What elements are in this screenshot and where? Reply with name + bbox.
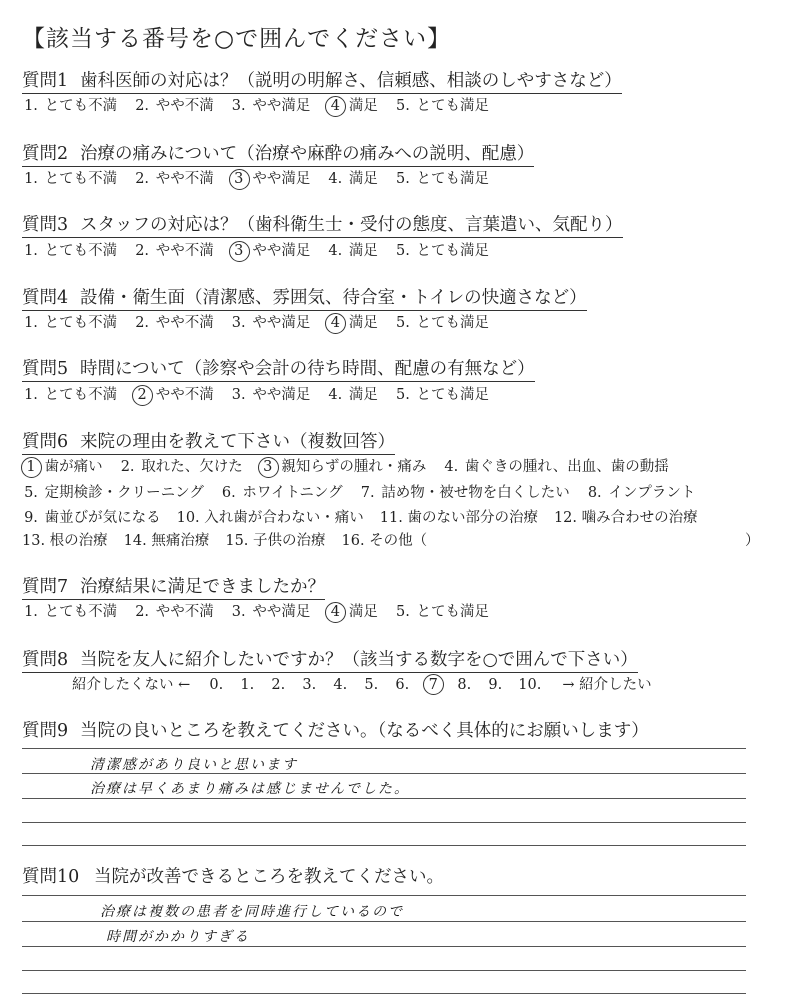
option-label: やや満足: [247, 98, 311, 114]
option-number: 1.: [24, 243, 38, 259]
answer-option: [22, 457, 103, 477]
scale-value: 5.: [364, 677, 379, 693]
option-label: ホワイトニング: [237, 485, 343, 501]
option-label: やや満足: [247, 387, 311, 403]
option-label: 満足: [344, 315, 378, 331]
option-label: 取れた、欠けた: [136, 459, 243, 475]
option-label: 満足: [344, 171, 378, 187]
answer-option: [342, 531, 428, 551]
option-label: とても満足: [411, 98, 490, 114]
answer-line: [22, 921, 746, 922]
scale-value: 9.: [488, 677, 503, 693]
option-number: 5.: [396, 243, 410, 259]
scale-value: 3.: [302, 677, 317, 693]
question-8: [22, 649, 638, 673]
question-10: [22, 866, 444, 889]
option-number: 5.: [396, 315, 410, 331]
scale-value: 6.: [395, 677, 410, 693]
option-number: 16.: [341, 533, 365, 549]
question-9-answer-2: 治療は早くあまり痛みは感じませんでした。: [90, 781, 410, 797]
answer-option: [394, 241, 489, 261]
option-number: 4.: [328, 171, 343, 187]
scale-right-label: → 紹介したい: [562, 677, 652, 693]
question-6-row-4: [22, 531, 443, 551]
answer-option: [394, 385, 489, 405]
question-4: [22, 287, 587, 311]
question-7-label: 質問7: [22, 577, 69, 597]
answer-option: [22, 241, 117, 261]
answer-option: [394, 169, 489, 189]
scale-value: 0.: [209, 677, 224, 693]
answer-option: [442, 457, 668, 477]
question-10-text: 当院が改善できるところを教えてください。: [94, 867, 444, 887]
option-label: とても満足: [411, 387, 490, 403]
answer-option: [394, 96, 489, 116]
question-3-text: スタッフの対応は？（歯科衛生士・受付の態度、言葉遣い、気配り）: [80, 215, 623, 235]
question-5-options: [22, 385, 505, 405]
option-label: とても不満: [40, 387, 118, 403]
answer-option: [554, 508, 698, 528]
option-label: とても不満: [40, 98, 118, 114]
answer-line: [22, 946, 746, 947]
option-label: 子供の治療: [248, 533, 326, 549]
option-number: 4.: [328, 243, 343, 259]
option-number: 5.: [396, 604, 410, 620]
question-9-answer-1: 清潔感があり良いと思います: [90, 757, 298, 773]
question-2-label: 質問2: [22, 144, 69, 164]
question-3-options: [22, 241, 505, 261]
question-9-label: 質問9: [22, 721, 69, 741]
question-3: [22, 214, 623, 238]
answer-line: [22, 822, 746, 823]
option-number: 3: [230, 169, 248, 189]
option-number: 3.: [231, 604, 246, 620]
answer-line: [22, 970, 746, 971]
answer-option: [22, 385, 117, 405]
option-number: 14.: [123, 533, 147, 549]
answer-option: [22, 313, 117, 333]
answer-option: [22, 483, 204, 503]
option-label: やや不満: [151, 98, 214, 114]
form-title: 【該当する番号を○で囲んでください】: [22, 26, 452, 52]
option-number: 2: [133, 385, 151, 405]
answer-option: [230, 241, 311, 261]
option-number: 12.: [553, 510, 578, 526]
option-number: 10.: [176, 510, 200, 526]
answer-option: [133, 602, 214, 622]
answer-option: [230, 385, 311, 405]
option-label: その他（: [364, 533, 428, 549]
answer-option: [124, 531, 210, 551]
option-number: 2.: [135, 171, 150, 187]
option-number: 5.: [24, 485, 38, 501]
question-6: [22, 431, 395, 455]
option-label: 無痛治療: [146, 533, 210, 549]
question-3-label: 質問3: [22, 215, 69, 235]
option-label: 親知らずの腫れ・痛み: [276, 459, 427, 475]
option-number: 15.: [225, 533, 249, 549]
option-label: 詰め物・被せ物を白くしたい: [376, 485, 570, 501]
answer-option: [359, 483, 570, 503]
answer-option: [133, 241, 214, 261]
answer-option: [230, 169, 311, 189]
option-label: 満足: [344, 98, 378, 114]
question-10-answer-1: 治療は複数の患者を同時進行しているので: [100, 904, 404, 920]
option-number: 1.: [24, 387, 38, 403]
scale-left-label: 紹介したくない ←: [72, 677, 191, 693]
answer-option: [380, 508, 538, 528]
question-5-text: 時間について（診察や会計の待ち時間、配慮の有無など）: [80, 359, 535, 379]
option-number: 2.: [120, 459, 135, 475]
answer-option: [133, 313, 214, 333]
option-number: 3.: [231, 98, 246, 114]
answer-line: [22, 845, 746, 846]
answer-line: [22, 895, 746, 896]
question-2-options: [22, 169, 505, 189]
option-number: 2.: [135, 604, 150, 620]
option-number: 1: [22, 457, 40, 477]
option-label: とても不満: [40, 315, 118, 331]
option-number: 3.: [231, 315, 246, 331]
option-label: インプラント: [603, 485, 696, 501]
option-label: やや満足: [247, 171, 311, 187]
option-number: 2.: [135, 98, 150, 114]
question-10-answer-2: 時間がかかりすぎる: [106, 929, 250, 945]
option-number: 5.: [396, 387, 410, 403]
answer-option: [394, 602, 489, 622]
answer-option: [225, 531, 325, 551]
option-label: やや不満: [151, 387, 214, 403]
option-number: 3: [259, 457, 277, 477]
question-4-text: 設備・衛生面（清潔感、雰囲気、待合室・トイレの快適さなど）: [80, 288, 587, 308]
scale-value: 8.: [457, 677, 472, 693]
option-number: 4: [326, 602, 344, 622]
answer-option: [230, 313, 311, 333]
answer-option: [220, 483, 343, 503]
option-number: 5.: [396, 171, 410, 187]
answer-option: [586, 483, 696, 503]
question-6-row-2: [22, 483, 711, 503]
option-number: 13.: [22, 533, 46, 549]
option-label: とても満足: [411, 243, 490, 259]
answer-line: [22, 748, 746, 749]
option-number: 5.: [396, 98, 410, 114]
scale-value: 1.: [240, 677, 255, 693]
answer-option: [326, 313, 378, 333]
answer-line: [22, 993, 746, 994]
option-number: 3: [230, 241, 248, 261]
option-number: 3.: [231, 387, 246, 403]
question-6-row-3: [22, 508, 714, 528]
question-10-label: 質問10: [22, 867, 80, 887]
answer-option: [133, 96, 214, 116]
answer-option: [22, 508, 161, 528]
question-1: [22, 70, 622, 94]
option-number: 2.: [135, 243, 150, 259]
question-7: [22, 576, 325, 600]
question-5-label: 質問5: [22, 359, 69, 379]
question-5: [22, 358, 535, 382]
answer-option: [326, 96, 378, 116]
option-number: 9.: [24, 510, 38, 526]
option-number: 6.: [221, 485, 236, 501]
answer-option: [326, 602, 378, 622]
scale-value: 7: [425, 675, 441, 695]
option-number: 2.: [135, 315, 150, 331]
option-label: 満足: [344, 604, 378, 620]
answer-option: [394, 313, 489, 333]
question-1-text: 歯科医師の対応は？（説明の明解さ、信頼感、相談のしやすさなど）: [80, 71, 622, 91]
option-number: 11.: [379, 510, 403, 526]
option-label: とても不満: [40, 604, 118, 620]
option-label: 根の治療: [45, 533, 108, 549]
option-label: とても満足: [411, 171, 490, 187]
option-number: 4.: [444, 459, 459, 475]
question-8-label: 質問8: [22, 650, 69, 670]
option-label: やや不満: [151, 315, 214, 331]
question-4-options: [22, 313, 505, 333]
option-label: 入れ歯が合わない・痛い: [199, 510, 364, 526]
option-label: やや満足: [247, 243, 311, 259]
option-number: 4: [326, 96, 344, 116]
option-label: やや不満: [151, 604, 214, 620]
option-label: 定期検診・クリーニング: [40, 485, 204, 501]
question-8-scale: [72, 675, 652, 695]
question-6-row-1: [22, 457, 685, 477]
question-7-text: 治療結果に満足できましたか？: [80, 577, 325, 597]
option-label: 満足: [344, 243, 378, 259]
option-label: 噛み合わせの治療: [577, 510, 698, 526]
answer-option: [133, 169, 214, 189]
option-label: とても満足: [411, 604, 490, 620]
question-6-close-paren: ）: [745, 533, 760, 549]
question-9: [22, 720, 649, 743]
option-label: やや不満: [151, 243, 214, 259]
answer-option: [119, 457, 243, 477]
question-9-text: 当院の良いところを教えてください。（なるべく具体的にお願いします）: [80, 721, 649, 741]
option-label: 歯が痛い: [40, 459, 103, 475]
option-label: やや不満: [151, 171, 214, 187]
option-number: 4: [326, 313, 344, 333]
answer-option: [259, 457, 427, 477]
option-label: 歯ぐきの腫れ、出血、歯の動揺: [460, 459, 669, 475]
option-number: 1.: [24, 315, 38, 331]
answer-option: [22, 169, 117, 189]
answer-option: [177, 508, 364, 528]
option-number: 7.: [360, 485, 375, 501]
answer-option: [326, 169, 378, 189]
option-label: やや満足: [247, 315, 311, 331]
option-label: 歯並びが気になる: [40, 510, 161, 526]
answer-line: [22, 798, 746, 799]
answer-option: [326, 241, 378, 261]
question-6-label: 質問6: [22, 432, 69, 452]
question-2: [22, 143, 534, 167]
answer-option: [133, 385, 214, 405]
answer-option: [22, 602, 117, 622]
question-1-options: [22, 96, 505, 116]
option-number: 1.: [24, 171, 38, 187]
question-7-options: [22, 602, 505, 622]
option-label: とても不満: [40, 171, 118, 187]
answer-option: [22, 531, 108, 551]
question-4-label: 質問4: [22, 288, 69, 308]
answer-option: [22, 96, 117, 116]
scale-value: 4.: [333, 677, 348, 693]
option-label: 歯のない部分の治療: [402, 510, 538, 526]
scale-value: 10.: [518, 677, 542, 693]
option-number: 4.: [328, 387, 343, 403]
question-1-label: 質問1: [22, 71, 69, 91]
option-label: とても満足: [411, 315, 490, 331]
option-label: やや満足: [247, 604, 311, 620]
option-number: 1.: [24, 604, 38, 620]
option-label: とても不満: [40, 243, 118, 259]
answer-option: [230, 602, 311, 622]
answer-option: [230, 96, 311, 116]
question-8-text: 当院を友人に紹介したいですか？（該当する数字を○で囲んで下さい）: [80, 650, 638, 670]
option-number: 1.: [24, 98, 38, 114]
option-label: 満足: [344, 387, 378, 403]
scale-value: 2.: [271, 677, 286, 693]
option-number: 8.: [587, 485, 602, 501]
question-2-text: 治療の痛みについて（治療や麻酔の痛みへの説明、配慮）: [80, 144, 535, 164]
answer-option: [326, 385, 378, 405]
question-6-text: 来院の理由を教えて下さい（複数回答）: [80, 432, 395, 452]
